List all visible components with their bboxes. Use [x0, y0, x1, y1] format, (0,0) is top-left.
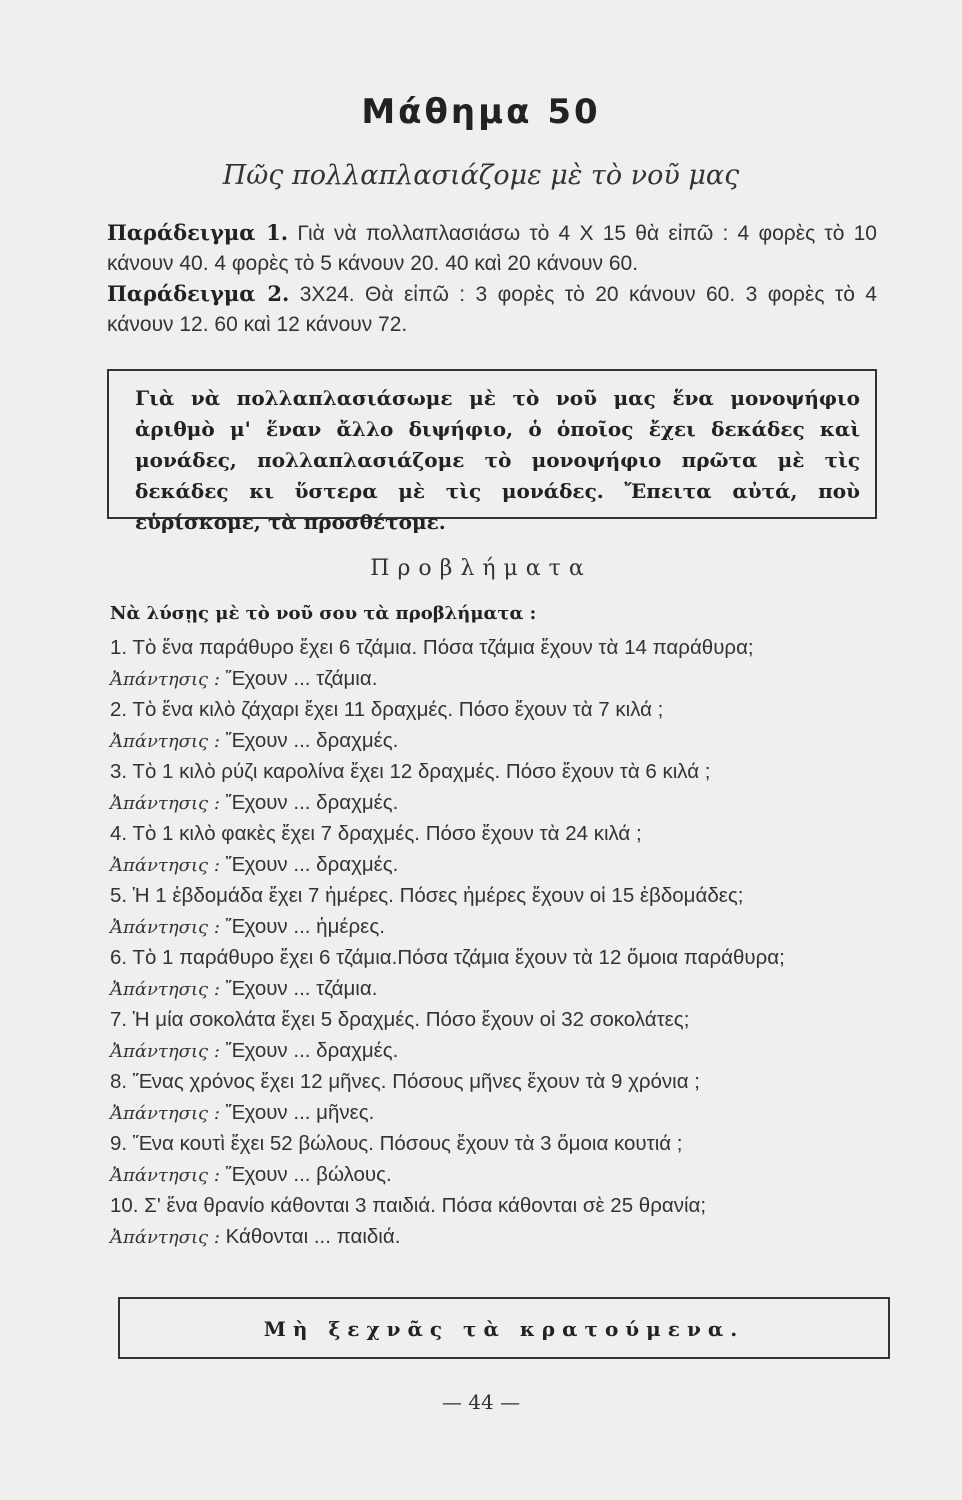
problems-instruction: Νὰ λύσῃς μὲ τὸ νοῦ σου τὰ προβλήματα : [110, 603, 537, 624]
answer-blank: Κάθονται ... παιδιά. [225, 1225, 401, 1248]
problem-answer [110, 1160, 900, 1190]
example-1 [107, 218, 877, 279]
answer-blank: Ἔχουν ... τζάμια. [225, 977, 378, 1000]
example-label: Παράδειγμα 1. [107, 220, 289, 245]
problem-answer [110, 1036, 900, 1066]
problem-question: 4. Τὸ 1 κιλὸ φακὲς ἔχει 7 δραχμές. Πόσο ἔχουν τὰ 24 κιλά ; [110, 822, 642, 845]
problem-answer [110, 1098, 900, 1128]
problem-item [110, 818, 900, 880]
answer-label: Ἀπάντησις : [110, 1165, 220, 1186]
problem-question: 5. Ἡ 1 ἑβδομάδα ἔχει 7 ἡμέρες. Πόσες ἡμέρες ἔχουν οἱ 15 ἑβδομάδες; [110, 884, 744, 907]
answer-blank: Ἔχουν ... δραχμές. [225, 1039, 399, 1062]
example-label: Παράδειγμα 2. [107, 281, 290, 306]
problem-item [110, 756, 900, 818]
problem-question: 7. Ἡ μία σοκολάτα ἔχει 5 δραχμές. Πόσο ἔχουν οἱ 32 σοκολάτες; [110, 1008, 690, 1031]
problem-item [110, 1004, 900, 1066]
problem-item [110, 942, 900, 1004]
problem-answer [110, 726, 900, 756]
answer-label: Ἀπάντησις : [110, 1227, 220, 1248]
answer-label: Ἀπάντησις : [110, 917, 220, 938]
problem-answer [110, 850, 900, 880]
problem-answer [110, 912, 900, 942]
problem-item [110, 1066, 900, 1128]
answer-label: Ἀπάντησις : [110, 731, 220, 752]
answer-blank: Ἔχουν ... δραχμές. [225, 729, 399, 752]
answer-label: Ἀπάντησις : [110, 1103, 220, 1124]
problem-item [110, 694, 900, 756]
page-number: — 44 — [441, 1390, 521, 1414]
reminder-text: Μὴ ξεχνᾶς τὰ κρατούμενα. [263, 1317, 745, 1341]
rule-text: Γιὰ νὰ πολλαπλασιάσωμε μὲ τὸ νοῦ μας ἕνα μονοψήφιο ἀριθμὸ μ' ἕναν ἄλλο διψήφιο, ὁ ὁποῖος ἔχει δεκάδες καὶ μονάδες, πολλαπλασιάζομε τὸ μονοψήφιο πρῶτα μὲ τὶς δεκάδες κι ὕστερα μὲ τὶς μονάδες. Ἔπειτα αὐτά, ποὺ εὑρίσκομε, τὰ προσθέτομε. [135, 386, 860, 534]
problem-question: 1. Τὸ ἕνα παράθυρο ἔχει 6 τζάμια. Πόσα τζάμια ἔχουν τὰ 14 παράθυρα; [110, 636, 754, 659]
answer-blank: Ἔχουν ... δραχμές. [225, 791, 399, 814]
problem-item [110, 880, 900, 942]
answer-label: Ἀπάντησις : [110, 979, 220, 1000]
answer-blank: Ἔχουν ... δραχμές. [225, 853, 399, 876]
problem-question: 2. Τὸ ἕνα κιλὸ ζάχαρι ἔχει 11 δραχμές. Πόσο ἔχουν τὰ 7 κιλά ; [110, 698, 664, 721]
problem-item [110, 1190, 900, 1252]
example-text: Γιὰ νὰ πολλαπλασιάσω τὸ 4 X 15 θὰ εἰπῶ : 4 φορὲς τὸ 10 κάνουν 40. 4 φορὲς τὸ 5 κάνουν 20. 40 καὶ 20 κάνουν 60. [107, 222, 877, 275]
lesson-title: Μάθημα 50 [361, 92, 601, 132]
problem-question: 9. Ἕνα κουτὶ ἔχει 52 βώλους. Πόσους ἔχουν τὰ 3 ὅμοια κουτιά ; [110, 1132, 683, 1155]
examples-section [107, 218, 877, 340]
problem-question: 6. Τὸ 1 παράθυρο ἔχει 6 τζάμια.Πόσα τζάμια ἔχουν τὰ 12 ὅμοια παράθυρα; [110, 946, 785, 969]
problem-question: 8. Ἕνας χρόνος ἔχει 12 μῆνες. Πόσους μῆνες ἔχουν τὰ 9 χρόνια ; [110, 1070, 700, 1093]
answer-blank: Ἔχουν ... μῆνες. [225, 1101, 375, 1124]
problems-list [110, 632, 900, 1252]
problem-answer [110, 1222, 900, 1252]
problem-answer [110, 664, 900, 694]
answer-blank: Ἔχουν ... ἡμέρες. [225, 915, 385, 938]
problem-item [110, 632, 900, 694]
problem-answer [110, 788, 900, 818]
answer-label: Ἀπάντησις : [110, 793, 220, 814]
problems-heading: Προβλήματα [370, 556, 592, 581]
answer-label: Ἀπάντησις : [110, 855, 220, 876]
answer-label: Ἀπάντησις : [110, 669, 220, 690]
problem-question: 10. Σ' ἕνα θρανίο κάθονται 3 παιδιά. Πόσα κάθονται σὲ 25 θρανία; [110, 1194, 707, 1217]
problem-question: 3. Τὸ 1 κιλὸ ρύζι καρολίνα ἔχει 12 δραχμές. Πόσο ἔχουν τὰ 6 κιλά ; [110, 760, 711, 783]
example-2 [107, 279, 877, 340]
answer-label: Ἀπάντησις : [110, 1041, 220, 1062]
problem-answer [110, 974, 900, 1004]
answer-blank: Ἔχουν ... τζάμια. [225, 667, 378, 690]
answer-blank: Ἔχουν ... βώλους. [225, 1163, 392, 1186]
lesson-subtitle: Πῶς πολλαπλασιάζομε μὲ τὸ νοῦ μας [222, 160, 740, 191]
example-text: 3X24. Θὰ εἰπῶ : 3 φορὲς τὸ 20 κάνουν 60. 3 φορὲς τὸ 4 κάνουν 12. 60 καὶ 12 κάνουν 72. [107, 283, 877, 336]
problem-item [110, 1128, 900, 1190]
